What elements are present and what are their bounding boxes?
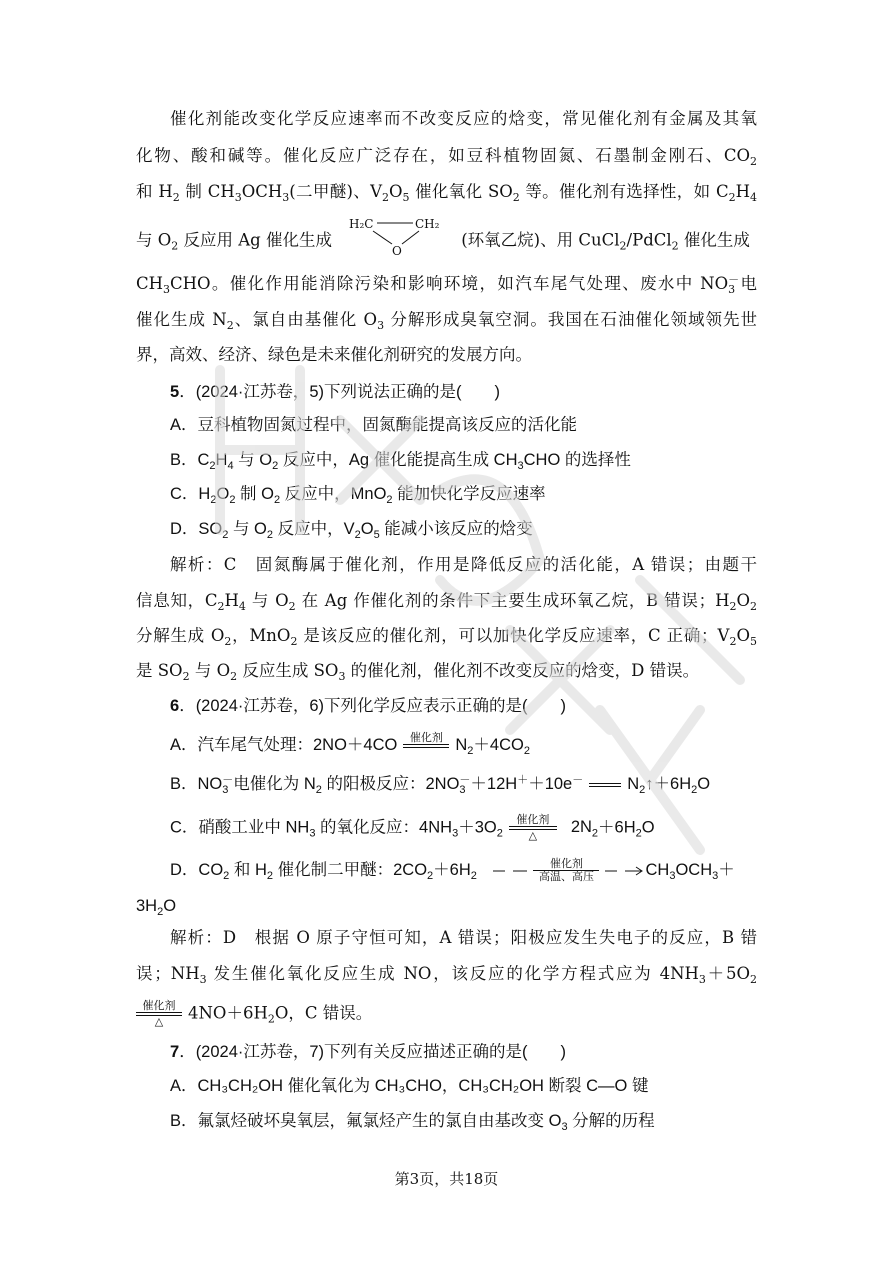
dashed-arrow-right	[601, 866, 645, 876]
q6-b-equals	[589, 783, 621, 787]
mol-left-label: H₂C	[349, 217, 374, 231]
page-footer: 第3页，共18页	[394, 1170, 499, 1188]
dashed-arrow-left	[491, 866, 531, 876]
intro-line-7: 界，高效、经济、绿色是未来催化剂研究的发展方向。	[136, 345, 532, 364]
q6-analysis-3: 催化剂 △ $4NO+6H_2O$，C 错误。	[136, 1000, 757, 1028]
ethylene-oxide-structure	[343, 212, 455, 256]
q6-ans-condition: 催化剂 △	[136, 1000, 182, 1028]
q6-option-d-cont: $3H_2O$	[136, 897, 177, 918]
q5-analysis-1: 解析：C 固氮酶属于催化剂，作用是降低反应的活化能，A 错误；由题干	[170, 555, 757, 574]
q5-analysis-3: 分解生成 $O_2$，MnO$_2$ 是该反应的催化剂，可以加快化学反应速率，C 正确；$V_2O_5$	[136, 626, 757, 648]
intro-line-4: 与 $O_2$ 反应用 Ag 催化生成 H₂C CH₂ O (环氧乙烷)、用 CuCl$_2$/PdCl$_2$ 催化生成	[136, 226, 757, 256]
q6-option-b: B．NO － 3 电催化为 $N_2$ 的阳极反应：2NO － 3 ＋12H＋＋10e－ $N_2↑+6H_2O$	[170, 773, 711, 796]
intro-line-5: $CH_3CHO$。催化作用能消除污染和影响环境，如汽车尾气处理、废水中 NO － 3 电	[136, 272, 757, 296]
q6-d-condition: 催化剂 高温、高压	[533, 858, 599, 883]
q7-stem: 7．(2024·江苏卷，7)下列有关反应描述正确的是( )	[170, 1043, 567, 1061]
mol-right-label: CH₂	[415, 217, 440, 231]
q5-stem: 5．(2024·江苏卷，5)下列说法正确的是( )	[170, 383, 501, 401]
intro-line-2: 化物、酸和碱等。催化反应广泛存在，如豆科植物固氮、石墨制金刚石、$CO_2$	[136, 146, 757, 168]
q5-option-d: D．$SO_2$ 与 $O_2$ 反应中，$V_2O_5$ 能减小该反应的焓变	[170, 520, 533, 541]
q5-analysis-2: 信息知，$C_2H_4$ 与 $O_2$ 在 Ag 作催化剂的条件下主要生成环氧乙烷，B 错误；$H_2O_2$	[136, 591, 757, 613]
q6-stem: 6．(2024·江苏卷，6)下列化学反应表示正确的是( )	[170, 697, 567, 715]
q5-option-a: A．豆科植物固氮过程中，固氮酶能提高该反应的活化能	[170, 416, 578, 434]
q6-option-c: C．硝酸工业中 $NH_3$ 的氧化反应：$4NH_3+3O_2$ 催化剂 △ $2N_2+6H_2O$	[170, 814, 655, 842]
q6-c-condition: 催化剂 △	[509, 814, 557, 842]
q5-option-b: B．$C_2H_4$ 与 $O_2$ 反应中，Ag 催化能提高生成 $CH_3CHO$ 的选择性	[170, 451, 631, 472]
q5-option-c: C．$H_2O_2$ 制 $O_2$ 反应中，MnO$_2$ 能加快化学反应速率	[170, 485, 546, 506]
q7-option-a: A．CH₃CH₂OH 催化氧化为 CH₃CHO，CH₃CH₂OH 断裂 C—O 键	[170, 1077, 649, 1095]
q6-option-d: D．$CO_2$ 和 $H_2$ 催化制二甲醚：$2CO_2+6H_2$ 催化剂 高温、高压 $CH_3OCH_3+$	[170, 858, 735, 883]
q5-analysis-4: 是 $SO_2$ 与 $O_2$ 反应生成 $SO_3$ 的催化剂，催化剂不改变反应的焓变，D 错误。	[136, 661, 700, 683]
intro-line-6: 催化生成 $N_2$、氯自由基催化 $O_3$ 分解形成臭氧空洞。我国在石油催化领域领先世	[136, 310, 758, 332]
q6-analysis-1: 解析：D 根据 O 原子守恒可知，A 错误；阳极应发生失电子的反应，B 错	[170, 928, 757, 947]
q6-a-condition: 催化剂	[403, 732, 449, 748]
intro-line-3: 和 $H_2$ 制 $CH_3OCH_3$(二甲醚)、$V_2O_5$ 催化氧化 $SO_2$ 等。催化剂有选择性，如 $C_2H_4$	[136, 182, 757, 204]
intro-line-1: 催化剂能改变化学反应速率而不改变反应的焓变，常见催化剂有金属及其氧	[170, 109, 757, 128]
mol-o-label: O	[392, 244, 403, 256]
q7-option-b: B．氟氯烃破坏臭氧层，氟氯烃产生的氯自由基改变 $O_3$ 分解的历程	[170, 1112, 655, 1133]
q6-analysis-2: 误；$NH_3$ 发生催化氧化反应生成 NO，该反应的化学方程式应为 $4NH_3+5O_2$	[136, 964, 757, 986]
q6-option-a: A．汽车尾气处理：2NO＋4CO 催化剂 $N_2+4CO_2$	[170, 731, 530, 757]
